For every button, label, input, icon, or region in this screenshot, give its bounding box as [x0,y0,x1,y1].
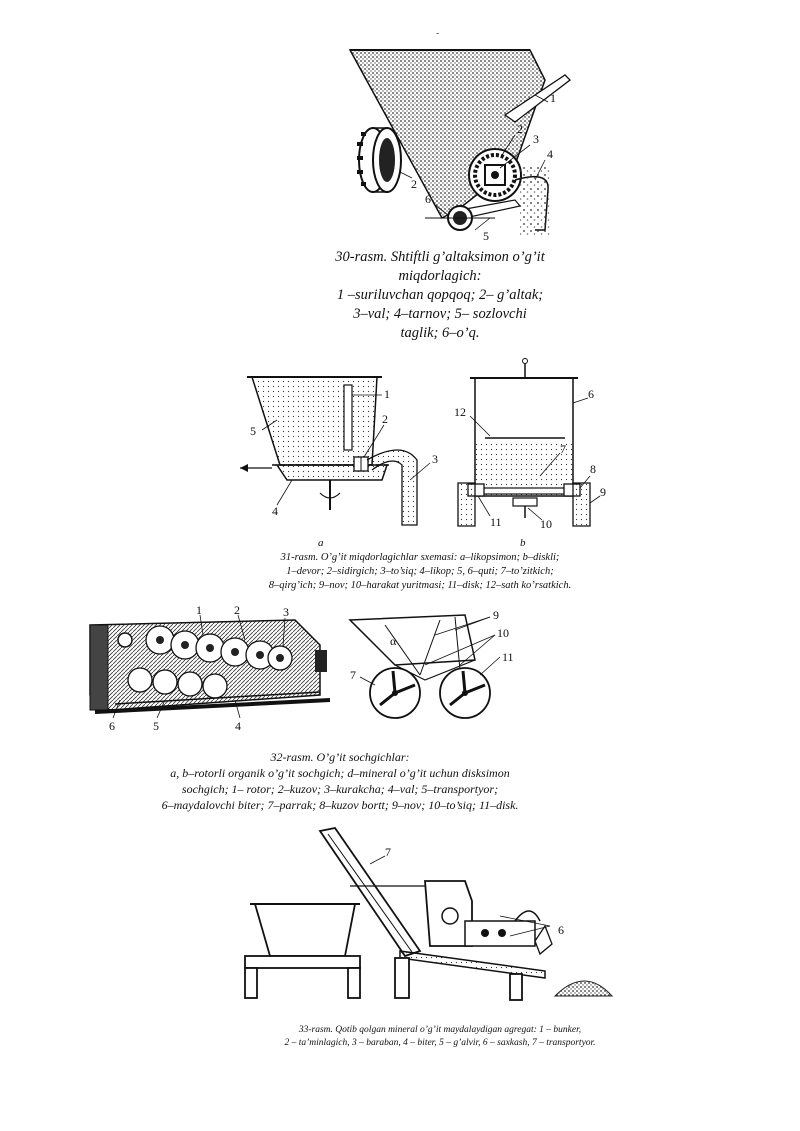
fig32-disc-label-7: 7 [350,668,356,682]
fig30-label-4: 4 [547,147,553,161]
figure-33-drawing [240,826,615,1016]
fig32-label-5: 5 [153,719,159,733]
fig33-caption-line: 33-rasm. Qotib qolgan mineral o’g’it maydalaydigan agregat: 1 – bunker, [298,1025,582,1035]
fig30-label-3: 3 [533,132,539,146]
figure-32-disc-spreader-drawing [345,605,535,725]
fig31-sub-a: a [318,537,324,549]
fig32-disc-label-11: 11 [502,650,514,664]
fig32-disc-label-9: 9 [493,608,499,622]
figure-32-spreader-drawing [85,600,335,735]
fig32-caption-line: 32-rasm. O’g’it sochgichlar: [270,750,410,764]
fig30-caption-line: taglik; 6–o’q. [400,325,480,341]
fig33-caption [190,1024,690,1050]
fig30-label-5: 5 [483,229,489,243]
fig31-caption-line: 1–devor; 2–sidirgich; 3–to’siq; 4–likop; 5, 6–quti; 7–to’zitkich; [286,566,554,577]
figure-31a-drawing [232,365,442,540]
fig32-label-1: 1 [196,603,202,617]
fig31-caption [180,551,660,593]
fig30-label-6: 6 [425,192,431,206]
fig30-caption-line: miqdorlagich: [398,268,482,284]
fig31b-label-9: 9 [600,485,606,499]
fig31b-label-7: 7 [560,442,566,456]
fig30-caption-line: 3–val; 4–tarnov; 5– sozlovchi [353,306,527,322]
fig33-label-7: 7 [385,845,391,859]
fig33-caption-line: 2 – ta’minlagich, 3 – baraban, 4 – biter, 5 – g’alvir, 6 – saxkash, 7 – transportyor. [284,1038,596,1048]
fig31b-label-10: 10 [540,517,552,531]
fig31-caption-line: 31-rasm. O’g’it miqdorlagichlar sxemasi: a–likopsimon; b–diskli; [280,552,560,563]
fig31b-label-11: 11 [490,515,502,529]
fig32-disc-label-10: 10 [497,626,509,640]
fig32-caption-line: sochgich; 1– rotor; 2–kuzov; 3–kurakcha; 4–val; 5–transportyor; [181,782,499,796]
fig30-caption-line: 1 –suriluvchan qopqoq; 2– g’altak; [336,287,544,303]
fig31-sub-b: b [520,537,526,549]
fig31a-label-5: 5 [250,424,256,438]
figure-31b-drawing [440,358,620,538]
fig30-reel-detail [345,122,425,202]
fig31a-label-2: 2 [382,412,388,426]
fig31b-label-6: 6 [588,387,594,401]
fig32-label-4: 4 [235,719,241,733]
fig31a-label-3: 3 [432,452,438,466]
fig32-disc-label-alpha: α [390,634,397,648]
fig32-label-2: 2 [234,603,240,617]
fig32-caption [80,749,600,813]
fig31a-label-4: 4 [272,504,278,518]
fig30-label-2-detail: 2 [411,177,417,191]
fig32-label-3: 3 [283,605,289,619]
fig30-label-2: 2 [517,122,523,136]
fig32-label-6: 6 [109,719,115,733]
fig31b-label-8: 8 [590,462,596,476]
fig33-label-6: 6 [558,923,564,937]
page-mark: - [436,28,440,39]
fig31-caption-line: 8–qirg’ich; 9–nov; 10–harakat yuritmasi; 11–disk; 12–sath ko’rsatkich. [268,580,572,591]
fig32-caption-line: a, b–rotorli organik o’g’it sochgich; d–mineral o’g’it uchun disksimon [170,766,510,780]
fig30-caption [290,248,590,343]
fig31a-label-1: 1 [384,387,390,401]
fig30-caption-line: 30-rasm. Shtiftli g’altaksimon o’g’it [335,249,545,265]
fig32-caption-line: 6–maydalovchi biter; 7–parrak; 8–kuzov bortt; 9–nov; 10–to’siq; 11–disk. [161,798,519,812]
fig31b-label-12: 12 [454,405,466,419]
fig30-label-1: 1 [550,91,556,105]
